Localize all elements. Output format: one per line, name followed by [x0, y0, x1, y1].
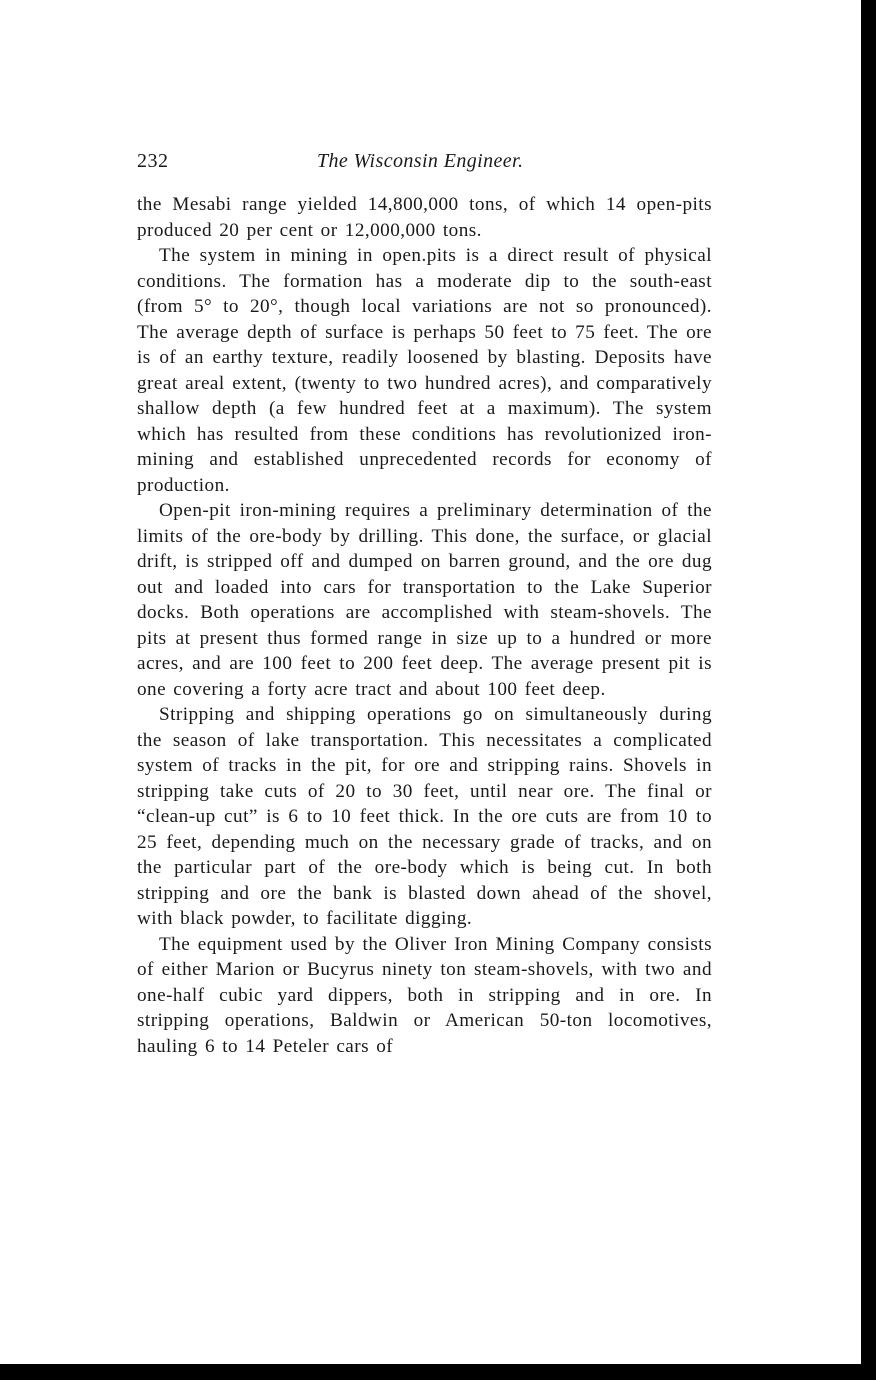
scan-border-bottom [0, 1364, 876, 1380]
paragraph-continuation: the Mesabi range yielded 14,800,000 tons, of which 14 open-pits produced 20 per cent or 12,000,000 tons. [137, 194, 712, 241]
paragraph-open-pit-mining: Open-pit iron-mining requires a preliminary determination of the limits of the ore-body by drilling. This done, the surface, or glacial drift, is stripped off and dumped on barren ground, and the ore dug out and loaded into cars for transportation to the Lake Superior docks. Both operations are accomplished with steam-shovels. The pits at present thus formed range in size up to a hundred or more acres, and are 100 feet to 200 feet deep. The average present pit is one covering a forty acre tract and about 100 feet deep. [137, 500, 712, 700]
running-title: The Wisconsin Engineer. [317, 150, 524, 172]
paragraph-system-of-mining: The system in mining in open.pits is a direct result of physical conditions. The formation has a moderate dip to the south-east (from 5° to 20°, though local variations are not so pronounced). The average depth of surface is perhaps 50 feet to 75 feet. The ore is of an earthy texture, readily loosened by blasting. Deposits have great areal extent, (twenty to two hundred acres), and comparatively shallow depth (a few hundred feet at a maximum). The system which has resulted from these conditions has revolutionized iron-mining and established unprecedented records for economy of production. [137, 245, 712, 496]
paragraph-equipment: The equipment used by the Oliver Iron Mining Company consists of either Marion or Bucyrus ninety ton steam-shovels, with two and one-half cubic yard dippers, both in stripping and in ore. In stripping operations, Baldwin or American 50-ton locomotives, hauling 6 to 14 Peteler cars of [137, 933, 712, 1057]
scan-border-right [861, 0, 876, 1380]
body-text [137, 192, 712, 1059]
page-header [137, 150, 712, 180]
paragraph-stripping-shipping: Stripping and shipping operations go on simultaneously during the season of lake transportation. This necessitates a complicated system of tracks in the pit, for ore and stripping rains. Shovels in stripping take cuts of 20 to 30 feet, until near ore. The final or “clean-up cut” is 6 to 10 feet thick. In the ore cuts are from 10 to 25 feet, depending much on the necessary grade of tracks, and on the particular part of the ore-body which is being cut. In both stripping and ore the bank is blasted down ahead of the shovel, with black powder, to facilitate digging. [137, 704, 712, 929]
page-number: 232 [137, 150, 169, 172]
